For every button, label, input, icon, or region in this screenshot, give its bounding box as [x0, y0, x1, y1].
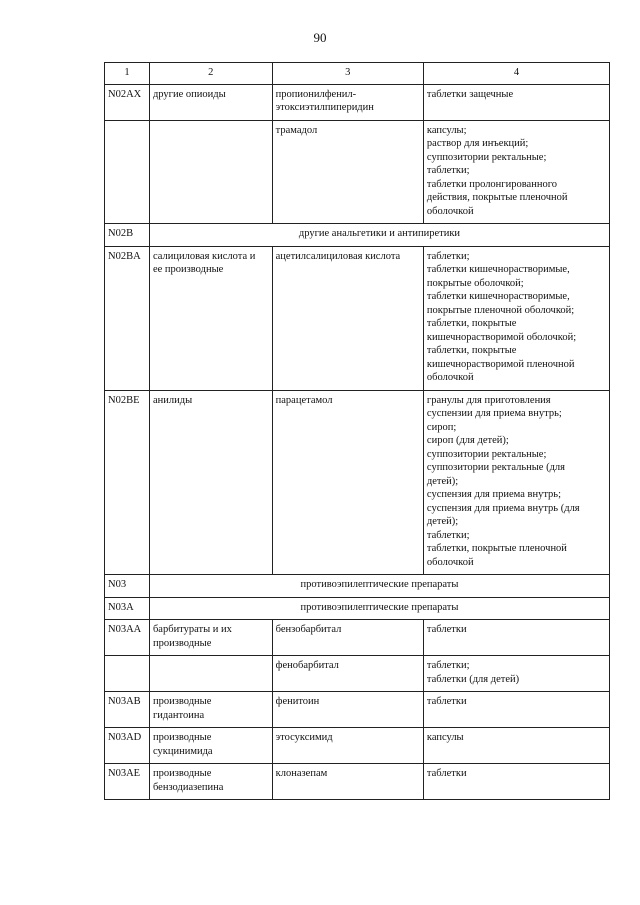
pharmacological-group-cell — [149, 620, 272, 656]
atc-code-cell: N03AA — [105, 620, 150, 656]
cell-line: раствор для инъекций; — [426, 138, 529, 149]
pharmacological-group-cell — [149, 728, 272, 764]
cell-line: сироп; — [426, 421, 457, 433]
cell-line: суппозитории ректальные; — [426, 448, 547, 460]
header-cell-2: 2 — [149, 63, 272, 85]
cell-line: трамадол — [275, 124, 318, 136]
cell-line: клоназепам — [275, 768, 328, 779]
table-row — [105, 728, 610, 764]
cell-line: таблетки, покрытые — [426, 318, 517, 329]
cell-line: сироп (для детей); — [426, 435, 509, 446]
cell-line: таблетки, покрытые пленочной — [426, 543, 567, 554]
cell-line: таблетки (для детей) — [426, 673, 520, 685]
pharmacological-group-cell — [149, 246, 272, 390]
cell-line: таблетки — [426, 768, 467, 779]
cell-line: таблетки — [426, 696, 467, 707]
substance-cell — [272, 764, 423, 800]
cell-line: таблетки; — [426, 660, 470, 671]
table-row — [105, 620, 610, 656]
cell-line: таблетки; — [426, 250, 470, 262]
dosage-forms-cell — [423, 620, 609, 656]
header-cell-1: 1 — [105, 63, 150, 85]
cell-line: покрытые оболочкой; — [426, 277, 524, 289]
group-heading-cell: другие анальгетики и антипиретики — [149, 224, 609, 247]
cell-line: таблетки; — [426, 529, 470, 541]
atc-code-cell: N03AD — [105, 728, 150, 764]
cell-line: гидантоина — [152, 709, 205, 721]
cell-line: этоксиэтилпиперидин — [275, 102, 374, 113]
cell-line: суспензия для приема внутрь (для — [426, 502, 580, 514]
pharmacological-group-cell — [149, 390, 272, 575]
atc-code-cell: N03 — [105, 575, 150, 598]
cell-line: гранулы для приготовления — [426, 394, 551, 406]
atc-code-cell — [105, 656, 150, 692]
atc-code-cell: N02B — [105, 224, 150, 247]
substance-cell — [272, 120, 423, 224]
cell-line: суппозитории ректальные (для — [426, 462, 566, 473]
atc-code-cell: N03AB — [105, 692, 150, 728]
table-header-row — [105, 63, 610, 85]
substance-cell — [272, 692, 423, 728]
cell-line: пропионилфенил- — [275, 88, 357, 100]
cell-line: производные — [152, 696, 212, 707]
cell-line: суппозитории ректальные; — [426, 151, 547, 163]
cell-line: таблетки — [426, 624, 467, 635]
dosage-forms-cell — [423, 692, 609, 728]
cell-line: фенобарбитал — [275, 660, 339, 671]
cell-line: суспензия для приема внутрь; — [426, 489, 562, 500]
substance-cell — [272, 246, 423, 390]
substance-cell — [272, 84, 423, 120]
table-row — [105, 575, 610, 598]
cell-line: таблетки кишечнорастворимые, — [426, 291, 570, 302]
atc-code-cell: N03AE — [105, 764, 150, 800]
cell-line: капсулы — [426, 732, 464, 743]
cell-line: кишечнорастворимой пленочной — [426, 358, 575, 370]
cell-line: суспензии для приема внутрь; — [426, 408, 562, 419]
atc-code-cell: N03A — [105, 597, 150, 620]
cell-line: таблетки защечные — [426, 88, 514, 100]
pharmacological-group-cell — [149, 764, 272, 800]
pharmacological-group-cell — [149, 656, 272, 692]
atc-code-cell: N02AX — [105, 84, 150, 120]
cell-line: действия, покрытые пленочной — [426, 192, 568, 203]
dosage-forms-cell — [423, 390, 609, 575]
cell-line: оболочкой — [426, 556, 474, 568]
atc-code-cell: N02BA — [105, 246, 150, 390]
substance-cell — [272, 728, 423, 764]
cell-line: этосуксимид — [275, 732, 333, 743]
cell-line: бензобарбитал — [275, 624, 342, 635]
pharmacological-group-cell — [149, 84, 272, 120]
cell-line: парацетамол — [275, 394, 333, 406]
cell-line: ее производные — [152, 264, 224, 275]
table-row — [105, 692, 610, 728]
cell-line: сукцинимида — [152, 745, 213, 757]
table-row — [105, 84, 610, 120]
pharmacological-group-cell — [149, 120, 272, 224]
cell-line: таблетки пролонгированного — [426, 178, 557, 190]
cell-line: производные — [152, 768, 212, 779]
atc-code-cell — [105, 120, 150, 224]
cell-line: производные — [152, 732, 212, 743]
cell-line: покрытые пленочной оболочкой; — [426, 304, 575, 316]
group-heading-cell: противоэпилептические препараты — [149, 597, 609, 620]
dosage-forms-cell — [423, 120, 609, 224]
table-row — [105, 390, 610, 575]
cell-line: таблетки, покрытые — [426, 345, 517, 356]
header-cell-4: 4 — [423, 63, 609, 85]
atc-code-cell: N02BE — [105, 390, 150, 575]
dosage-forms-cell — [423, 764, 609, 800]
substance-cell — [272, 656, 423, 692]
table-row — [105, 764, 610, 800]
cell-line: детей); — [426, 516, 459, 527]
cell-line: оболочкой — [426, 372, 474, 383]
cell-line: оболочкой — [426, 205, 474, 217]
substance-cell — [272, 390, 423, 575]
dosage-forms-cell — [423, 84, 609, 120]
group-heading-cell: противоэпилептические препараты — [149, 575, 609, 598]
cell-line: барбитураты и их — [152, 624, 232, 635]
drug-table — [104, 62, 610, 800]
dosage-forms-cell — [423, 246, 609, 390]
cell-line: производные — [152, 637, 212, 649]
dosage-forms-cell — [423, 656, 609, 692]
cell-line: таблетки; — [426, 165, 470, 176]
cell-line: кишечнорастворимой оболочкой; — [426, 331, 577, 343]
cell-line: ацетилсалициловая кислота — [275, 250, 401, 262]
substance-cell — [272, 620, 423, 656]
table-row — [105, 656, 610, 692]
header-cell-3: 3 — [272, 63, 423, 85]
page-number: 90 — [313, 30, 327, 45]
cell-line: детей); — [426, 475, 459, 487]
drug-table-body — [105, 63, 610, 800]
cell-line: анилиды — [152, 394, 193, 406]
cell-line: таблетки кишечнорастворимые, — [426, 264, 570, 275]
pharmacological-group-cell — [149, 692, 272, 728]
table-row — [105, 224, 610, 247]
cell-line: другие опиоиды — [152, 88, 226, 100]
cell-line: салициловая кислота и — [152, 250, 256, 262]
cell-line: бензодиазепина — [152, 781, 224, 793]
table-row — [105, 120, 610, 224]
cell-line: фенитоин — [275, 696, 320, 707]
dosage-forms-cell — [423, 728, 609, 764]
table-row — [105, 246, 610, 390]
table-row — [105, 597, 610, 620]
cell-line: капсулы; — [426, 124, 467, 136]
